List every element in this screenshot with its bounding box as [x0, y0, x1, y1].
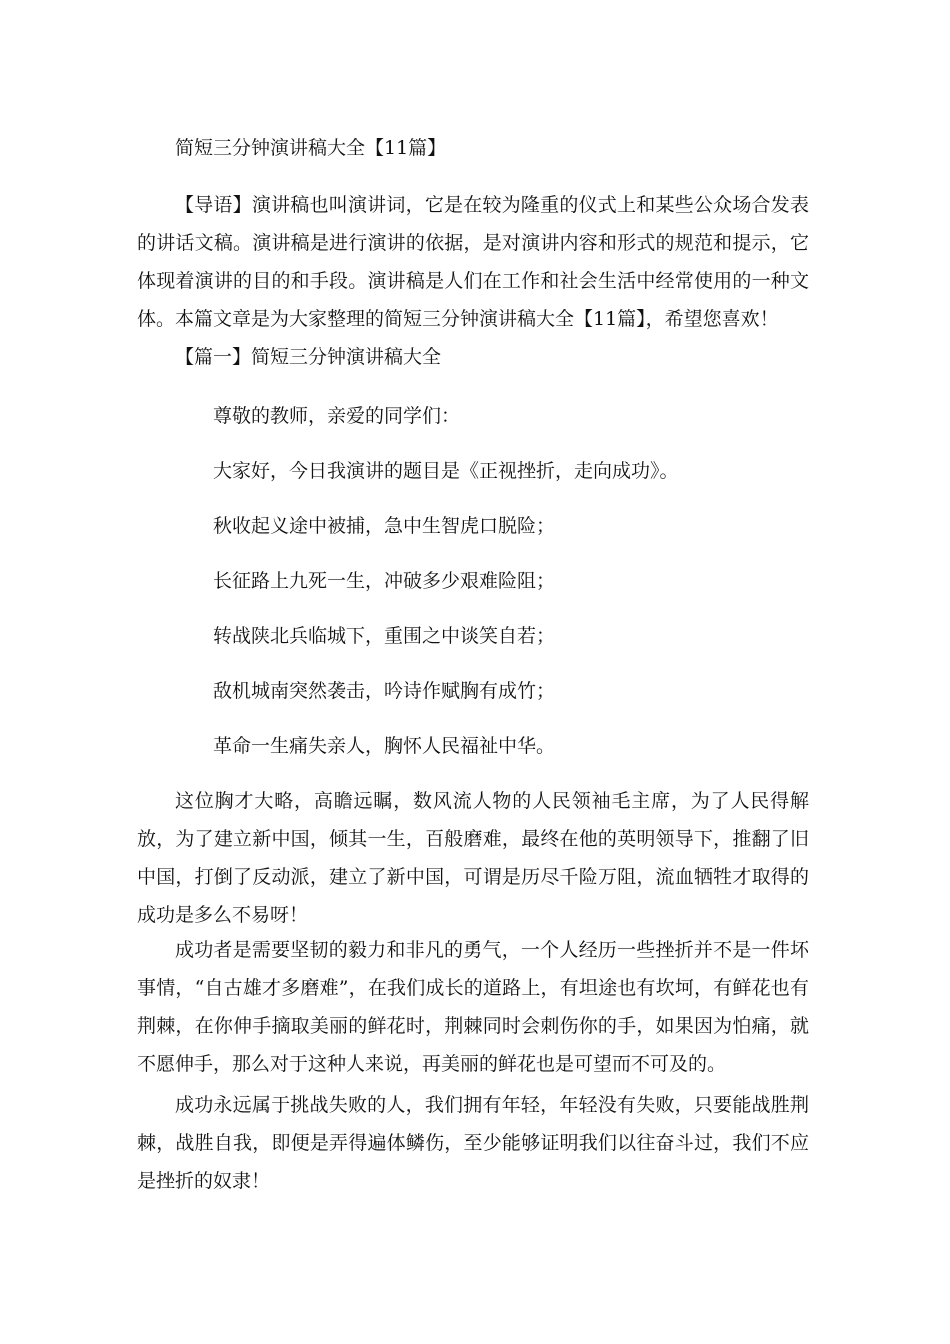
- verse-line: 革命一生痛失亲人，胸怀人民福祉中华。: [213, 735, 556, 757]
- verse-line: 转战陕北兵临城下，重围之中谈笑自若；: [213, 625, 556, 647]
- body-paragraph: 成功者是需要坚韧的毅力和非凡的勇气，一个人经历一些挫折并不是一件坏事情，“自古雄才多磨难”，在我们成长的道路上，有坦途也有坎坷，有鲜花也有荆棘，在你伸手摘取美丽的鲜花时，荆棘同时会刺伤你的手，如果因为怕痛，就不愿伸手，那么对于这种人来说，再美丽的鲜花也是可望而不可及的。: [137, 939, 809, 1075]
- greeting-line: 尊敬的教师，亲爱的同学们：: [213, 405, 461, 427]
- intro-paragraph: 【导语】演讲稿也叫演讲词，它是在较为隆重的仪式上和某些公众场合发表的讲话文稿。演讲稿是进行演讲的依据，是对演讲内容和形式的规范和提示，它体现着演讲的目的和手段。演讲稿是人们在工作和社会生活中经常使用的一种文体。本篇文章是为大家整理的简短三分钟演讲稿大全【11篇】，希望您喜欢！: [137, 194, 809, 330]
- section-heading: 【篇一】简短三分钟演讲稿大全: [175, 346, 442, 368]
- verse-line: 秋收起义途中被捕，急中生智虎口脱险；: [213, 515, 556, 537]
- document-title: 简短三分钟演讲稿大全【11篇】: [175, 137, 447, 159]
- verse-line: 敌机城南突然袭击，吟诗作赋胸有成竹；: [213, 680, 556, 702]
- body-paragraph: 成功永远属于挑战失败的人，我们拥有年轻，年轻没有失败，只要能战胜荆棘，战胜自我，即便是弄得遍体鳞伤，至少能够证明我们以往奋斗过，我们不应是挫折的奴隶！: [137, 1094, 809, 1192]
- verse-line: 长征路上九死一生，冲破多少艰难险阻；: [213, 570, 556, 592]
- opening-line: 大家好，今日我演讲的题目是《正视挫折，走向成功》。: [213, 460, 679, 482]
- body-paragraph: 这位胸才大略，高瞻远瞩，数风流人物的人民领袖毛主席，为了人民得解放，为了建立新中国，倾其一生，百般磨难，最终在他的英明领导下，推翻了旧中国，打倒了反动派，建立了新中国，可谓是历尽千险万阻，流血牺牲才取得的成功是多么不易呀！: [137, 790, 809, 926]
